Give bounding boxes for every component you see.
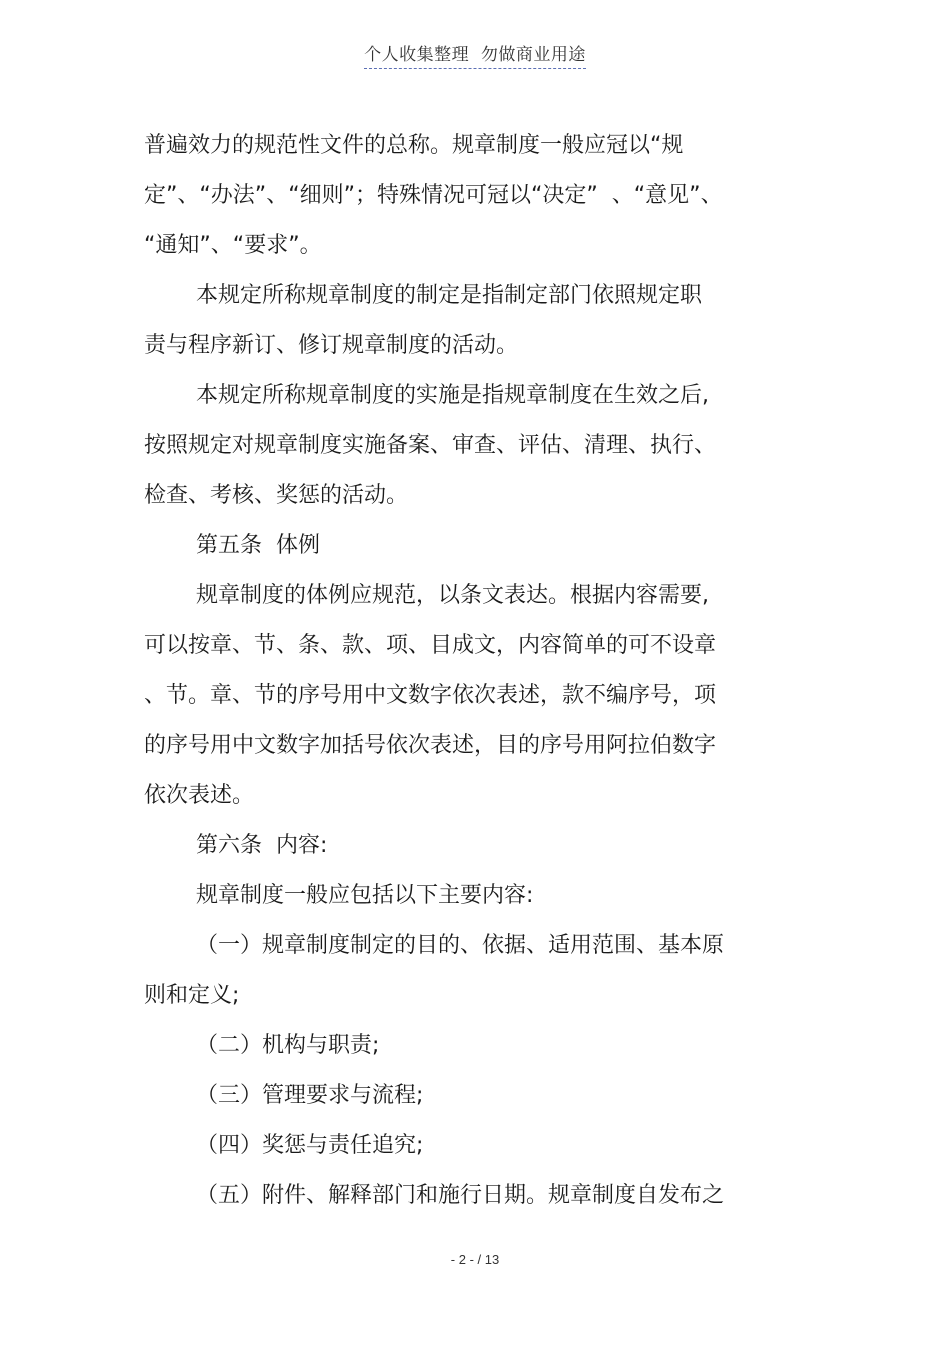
paragraph-start: 本规定所称规章制度的实施是指规章制度在生效之后,: [196, 383, 709, 408]
text-line: 、节。章、节的序号用中文数字依次表述，款不编序号，项: [144, 683, 717, 708]
list-item-1: （一）规章制度制定的目的、依据、适用范围、基本原: [196, 933, 725, 958]
text-line: “通知”、“要求”。: [144, 233, 322, 258]
article-heading-6: 第六条 内容:: [196, 833, 328, 858]
article-heading-5: 第五条 体例: [196, 533, 320, 558]
page-header: [0, 40, 950, 69]
text-line: 责与程序新订、修订规章制度的活动。: [144, 333, 519, 358]
text-line: 的序号用中文数字加括号依次表述，目的序号用阿拉伯数字: [144, 733, 717, 758]
text-line: 可以按章、节、条、款、项、目成文，内容简单的可不设章: [144, 633, 717, 658]
text-line: 普遍效力的规范性文件的总称。规章制度一般应冠以“规: [144, 133, 684, 158]
text-line: 检查、考核、奖惩的活动。: [144, 483, 409, 508]
text-line: 定”、“办法”、“细则”；特殊情况可冠以“决定” 、“意见”、: [144, 183, 723, 208]
text-line: 按照规定对规章制度实施备案、审查、评估、清理、执行、: [144, 433, 717, 458]
list-item-3: （三）管理要求与流程;: [196, 1083, 424, 1108]
page-footer: [0, 1252, 950, 1267]
list-item-5: （五）附件、解释部门和施行日期。规章制度自发布之: [196, 1183, 725, 1208]
list-item-4: （四）奖惩与责任追究;: [196, 1133, 424, 1158]
document-body: [144, 121, 844, 1221]
text-line: 则和定义;: [144, 983, 240, 1008]
list-item-2: （二）机构与职责;: [196, 1033, 380, 1058]
paragraph-start: 规章制度一般应包括以下主要内容:: [196, 883, 534, 908]
paragraph-start: 本规定所称规章制度的制定是指制定部门依照规定职: [196, 283, 703, 308]
header-watermark-text: 个人收集整理 勿做商业用途: [364, 40, 586, 69]
text-line: 依次表述。: [144, 783, 255, 808]
paragraph-start: 规章制度的体例应规范，以条文表达。根据内容需要,: [196, 583, 709, 608]
page-number: - 2 - / 13: [450, 1252, 500, 1267]
